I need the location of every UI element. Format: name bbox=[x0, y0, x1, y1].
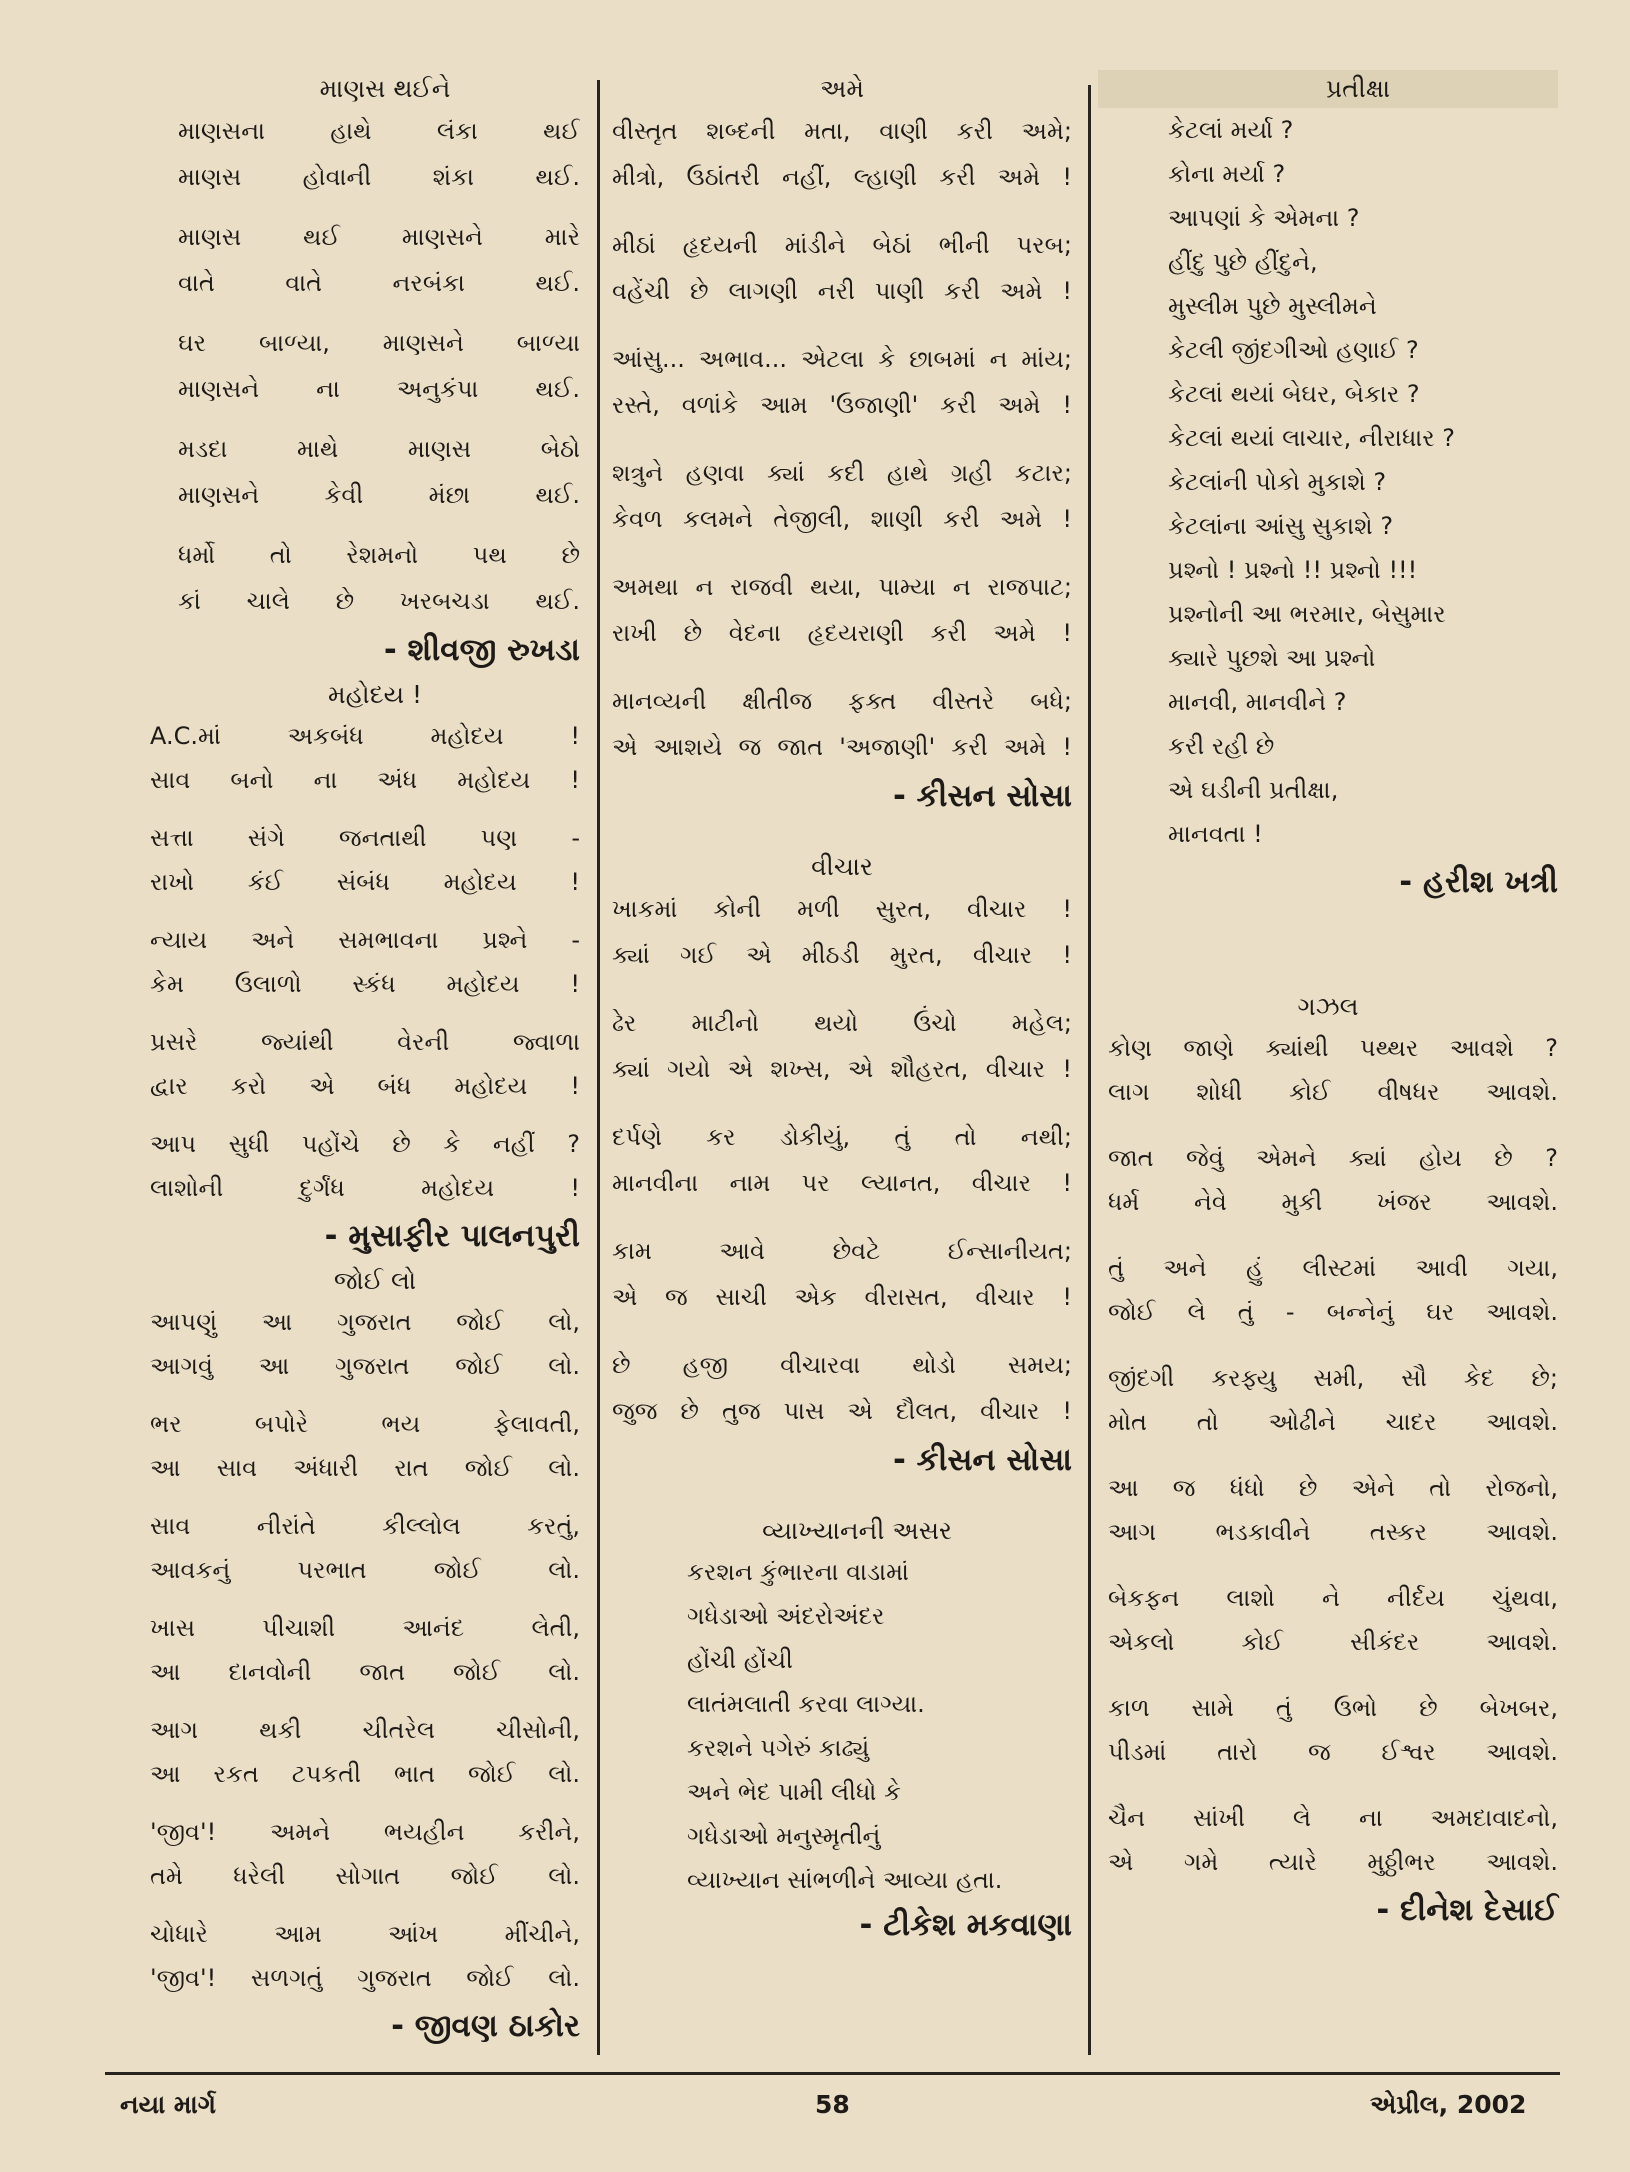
poem-line: મીઠાં હૃદયની માંડીને બેઠાં ભીની પરબ; bbox=[612, 231, 1072, 259]
column-divider-left bbox=[597, 80, 600, 2055]
poem-line: પીડમાં તારો જ ઈશ્વર આવશે. bbox=[1108, 1738, 1558, 1766]
poem-line: લાશોની દુર્ગંધ મહોદય ! bbox=[150, 1174, 580, 1202]
poem-line: આગવું આ ગુજરાત જોઈ લો. bbox=[150, 1352, 580, 1380]
poem-line: ન્યાય અને સમભાવના પ્રશ્ને - bbox=[150, 926, 580, 954]
poem-title: માણસ થઈને bbox=[319, 74, 451, 103]
poem-line: A.C.માં અકબંધ મહોદય ! bbox=[150, 722, 580, 750]
poem-title: મહોદય ! bbox=[327, 680, 423, 709]
poem-line: આંસુ... અભાવ... એટલા કે છાબમાં ન માંય; bbox=[612, 345, 1072, 373]
poem-line: મુસ્લીમ પુછે મુસ્લીમને bbox=[1168, 292, 1377, 320]
poem-line: એ જ સાચી એક વીરાસત, વીચાર ! bbox=[612, 1283, 1072, 1311]
poem-line: રાખી છે વેદના હૃદયરાણી કરી અમે ! bbox=[612, 619, 1072, 647]
poem-line: હીંદુ પુછે હીંદુને, bbox=[1168, 248, 1318, 276]
poem-line: માણસ હોવાની શંકા થઈ. bbox=[178, 163, 580, 191]
poem-line: ગધેડાઓ અંદરોઅંદર bbox=[687, 1602, 885, 1630]
poem-line: મડદા માથે માણસ બેઠો bbox=[178, 435, 580, 463]
poem-line: અને ભેદ પામી લીધો કે bbox=[687, 1778, 901, 1806]
poem-line: ઘર બાળ્યા, માણસને બાળ્યા bbox=[178, 329, 580, 357]
poem-vichar bbox=[612, 848, 1072, 1486]
poem-author: - હરીશ ખત્રી bbox=[1399, 864, 1558, 900]
poem-line: ખાકમાં કોની મળી સુરત, વીચાર ! bbox=[612, 895, 1072, 923]
footer-rule bbox=[105, 2072, 1560, 2075]
footer-page-number: 58 bbox=[815, 2090, 850, 2119]
poem-line: આપણું આ ગુજરાત જોઈ લો, bbox=[150, 1308, 580, 1336]
poem-author: - શીવજી રુખડા bbox=[383, 632, 580, 668]
poem-line: માનવ્યની ક્ષીતીજ ફક્ત વીસ્તરે બધે; bbox=[612, 687, 1072, 715]
poem-line: ધર્મો તો રેશમનો પથ છે bbox=[178, 541, 580, 569]
poem-line: હોંચી હોંચી bbox=[687, 1646, 793, 1674]
poem-line: બેકફન લાશો ને નીર્દય ચુંથવા, bbox=[1108, 1584, 1558, 1612]
poem-line: આ દાનવોની જાત જોઈ લો. bbox=[150, 1658, 580, 1686]
poem-line: માનવીના નામ પર લ્યાનત, વીચાર ! bbox=[612, 1169, 1072, 1197]
poem-line: ચોધારે આમ આંખ મીંચીને, bbox=[150, 1920, 580, 1948]
poem-line: માણસ થઈ માણસને મારે bbox=[178, 223, 580, 251]
poem-line: કરશન કુંભારના વાડામાં bbox=[687, 1558, 909, 1586]
poem-line: 'જીવ'! સળગતું ગુજરાત જોઈ લો. bbox=[150, 1964, 580, 1992]
poem-author: - જીવણ ઠાકોર bbox=[391, 2008, 580, 2044]
poem-line: રાખો કંઈ સંબંધ મહોદય ! bbox=[150, 868, 580, 896]
poem-line: ધર્મ નેવે મુકી ખંજર આવશે. bbox=[1108, 1188, 1558, 1216]
poem-line: સાવ બનો ના અંધ મહોદય ! bbox=[150, 766, 580, 794]
poem-line: વ્યાખ્યાન સાંભળીને આવ્યા હતા. bbox=[687, 1866, 1003, 1894]
poem-line: આપ સુધી પહોંચે છે કે નહીં ? bbox=[150, 1130, 580, 1158]
poem-author: - ટીકેશ મકવાણા bbox=[859, 1907, 1072, 1943]
poem-title: જોઈ લો bbox=[333, 1266, 417, 1295]
poem-line: સાવ નીરાંતે કીલ્લોલ કરતું, bbox=[150, 1512, 580, 1540]
poem-line: વીસ્તૃત શબ્દની મતા, વાણી કરી અમે; bbox=[612, 117, 1072, 145]
poem-line: ભર બપોરે ભય ફેલાવતી, bbox=[150, 1410, 580, 1438]
poem-mahoday bbox=[150, 676, 580, 1262]
poem-line: તું અને હું લીસ્ટમાં આવી ગયા, bbox=[1108, 1254, 1558, 1282]
poem-line: કેવળ કલમને તેજીલી, શાણી કરી અમે ! bbox=[612, 505, 1072, 533]
poem-line: કોના મર્યા ? bbox=[1168, 160, 1286, 188]
poem-line: માણસને કેવી મંછા થઈ. bbox=[178, 481, 580, 509]
poem-title: અમે bbox=[819, 74, 865, 103]
poem-line: પ્રસરે જ્યાંથી વેરની જ્વાળા bbox=[150, 1028, 580, 1056]
poem-manas-thaine bbox=[150, 70, 580, 676]
poem-author: - મુસાફીર પાલનપુરી bbox=[324, 1218, 580, 1254]
poem-line: ગધેડાઓ મનુસ્મૃતીનું bbox=[687, 1822, 881, 1850]
poem-line: કેટલાંની પોકો મુકાશે ? bbox=[1168, 468, 1387, 496]
poem-line: તમે ધરેલી સોગાત જોઈ લો. bbox=[150, 1862, 580, 1890]
poem-line: લાતંમલાતી કરવા લાગ્યા. bbox=[687, 1690, 925, 1718]
poem-line: એ ઘડીની પ્રતીક્ષા, bbox=[1168, 776, 1339, 804]
poem-line: આપણાં કે એમના ? bbox=[1168, 204, 1360, 232]
poem-vyakhyan-ni-asar bbox=[612, 1512, 1072, 1948]
column-2 bbox=[612, 70, 1072, 1948]
poem-line: મીત્રો, ઉઠાંતરી નહીં, લ્હાણી કરી અમે ! bbox=[612, 163, 1072, 191]
poem-line: છે હજી વીચારવા થોડો સમય; bbox=[612, 1351, 1072, 1379]
poem-line: રસ્તે, વળાંકે આમ 'ઉજાણી' કરી અમે ! bbox=[612, 391, 1072, 419]
poem-line: શત્રુને હણવા ક્યાં કદી હાથે ગ્રહી કટાર; bbox=[612, 459, 1072, 487]
poem-line: કેટલી જીંદગીઓ હણાઈ ? bbox=[1168, 336, 1419, 364]
poem-line: ખાસ પીચાશી આનંદ લેતી, bbox=[150, 1614, 580, 1642]
poem-line: કાળ સામે તું ઉભો છે બેખબર, bbox=[1108, 1694, 1558, 1722]
column-1 bbox=[150, 70, 580, 2052]
poem-line: દર્પણે કર ડોકીયું, તું તો નથી; bbox=[612, 1123, 1072, 1151]
poem-line: આ જ ધંધો છે એને તો રોજનો, bbox=[1108, 1474, 1558, 1502]
poem-line: મોત તો ઓઢીને ચાદર આવશે. bbox=[1108, 1408, 1558, 1436]
poem-line: જીંદગી કરફ્યુ સમી, સૌ કેદ છે; bbox=[1108, 1364, 1558, 1392]
poem-author: - કીસન સોસા bbox=[893, 778, 1072, 814]
poem-line: 'જીવ'! અમને ભયહીન કરીને, bbox=[150, 1818, 580, 1846]
poem-line: કોણ જાણે ક્યાંથી પથ્થર આવશે ? bbox=[1108, 1034, 1558, 1062]
poem-line: વાતે વાતે નરબંકા થઈ. bbox=[178, 269, 580, 297]
poem-line: એ ગમે ત્યારે મુઠ્ઠીભર આવશે. bbox=[1108, 1848, 1558, 1876]
poem-line: સત્તા સંગે જનતાથી પણ - bbox=[150, 824, 580, 852]
column-divider-right bbox=[1088, 85, 1091, 2055]
poem-joi-lo bbox=[150, 1262, 580, 2052]
poem-line: વહેંચી છે લાગણી નરી પાણી કરી અમે ! bbox=[612, 277, 1072, 305]
poem-line: જુજ છે તુજ પાસ એ દૌલત, વીચાર ! bbox=[612, 1397, 1072, 1425]
column-3 bbox=[1098, 70, 1558, 1936]
poem-line: ક્યારે પુછશે આ પ્રશ્નો bbox=[1168, 644, 1376, 672]
poem-pratiksha bbox=[1098, 70, 1558, 908]
poem-line: આવકનું પરભાત જોઈ લો. bbox=[150, 1556, 580, 1584]
poem-line: એકલો કોઈ સીકંદર આવશે. bbox=[1108, 1628, 1558, 1656]
footer-date: એપ્રીલ, 2002 bbox=[1370, 2090, 1527, 2119]
poem-line: કેટલાં થયાં લાચાર, નીરાધાર ? bbox=[1168, 424, 1455, 452]
poem-line: જોઈ લે તું - બન્નેનું ઘર આવશે. bbox=[1108, 1298, 1558, 1326]
poem-line: માનવી, માનવીને ? bbox=[1168, 688, 1347, 716]
poem-line: આગ ભડકાવીને તસ્કર આવશે. bbox=[1108, 1518, 1558, 1546]
poem-line: કેટલાંના આંસુ સુકાશે ? bbox=[1168, 512, 1394, 540]
poem-author: - કીસન સોસા bbox=[893, 1442, 1072, 1478]
poem-line: કરી રહી છે bbox=[1168, 732, 1275, 760]
poem-line: એ આશયે જ જાત 'અજાણી' કરી અમે ! bbox=[612, 733, 1072, 761]
poem-line: પ્રશ્નોની આ ભરમાર, બેસુમાર bbox=[1168, 600, 1446, 628]
poem-line: દ્વાર કરો એ બંધ મહોદય ! bbox=[150, 1072, 580, 1100]
poem-line: આગ થકી ચીતરેલ ચીસોની, bbox=[150, 1716, 580, 1744]
poem-line: કાં ચાલે છે ખરબચડા થઈ. bbox=[178, 587, 580, 615]
poem-line: આ રકત ટપકતી ભાત જોઈ લો. bbox=[150, 1760, 580, 1788]
poem-title: વીચાર bbox=[811, 852, 873, 881]
poem-line: લાગ શોધી કોઈ વીષધર આવશે. bbox=[1108, 1078, 1558, 1106]
poem-author: - દીનેશ દેસાઈ bbox=[1376, 1892, 1558, 1928]
poem-title: પ્રતીક્ષા bbox=[1098, 70, 1558, 108]
poem-line: માણસના હાથે લંકા થઈ bbox=[178, 117, 580, 145]
poem-line: કેમ ઉલાળો સ્કંધ મહોદય ! bbox=[150, 970, 580, 998]
poem-ame bbox=[612, 70, 1072, 822]
poem-line: ક્યાં ગયો એ શખ્સ, એ શૌહરત, વીચાર ! bbox=[612, 1055, 1072, 1083]
poem-title: વ્યાખ્યાનની અસર bbox=[762, 1516, 952, 1545]
poem-line: ક્યાં ગઈ એ મીઠડી મુરત, વીચાર ! bbox=[612, 941, 1072, 969]
poem-line: પ્રશ્નો ! પ્રશ્નો !! પ્રશ્નો !!! bbox=[1168, 556, 1418, 584]
poem-line: કેટલાં થયાં બેઘર, બેકાર ? bbox=[1168, 380, 1420, 408]
poem-line: માણસને ના અનુકંપા થઈ. bbox=[178, 375, 580, 403]
poem-line: કામ આવે છેવટે ઈન્સાનીયત; bbox=[612, 1237, 1072, 1265]
poem-line: કેટલાં મર્યા ? bbox=[1168, 116, 1294, 144]
footer-magazine-name: નયા માર્ગ bbox=[120, 2090, 216, 2119]
poem-line: ઢેર માટીનો થયો ઉંચો મહેલ; bbox=[612, 1009, 1072, 1037]
poem-line: માનવતા ! bbox=[1168, 820, 1263, 848]
poem-line: કરશને પગેરું કાઢ્યું bbox=[687, 1734, 870, 1762]
poem-line: અમથા ન રાજવી થયા, પામ્યા ન રાજપાટ; bbox=[612, 573, 1072, 601]
poem-title: ગઝલ bbox=[1297, 992, 1359, 1021]
poem-line: આ સાવ અંધારી રાત જોઈ લો. bbox=[150, 1454, 580, 1482]
poem-gazal bbox=[1098, 988, 1558, 1936]
poem-line: ચૈન સાંખી લે ના અમદાવાદનો, bbox=[1108, 1804, 1558, 1832]
poem-line: જાત જેવું એમને ક્યાં હોય છે ? bbox=[1108, 1144, 1558, 1172]
